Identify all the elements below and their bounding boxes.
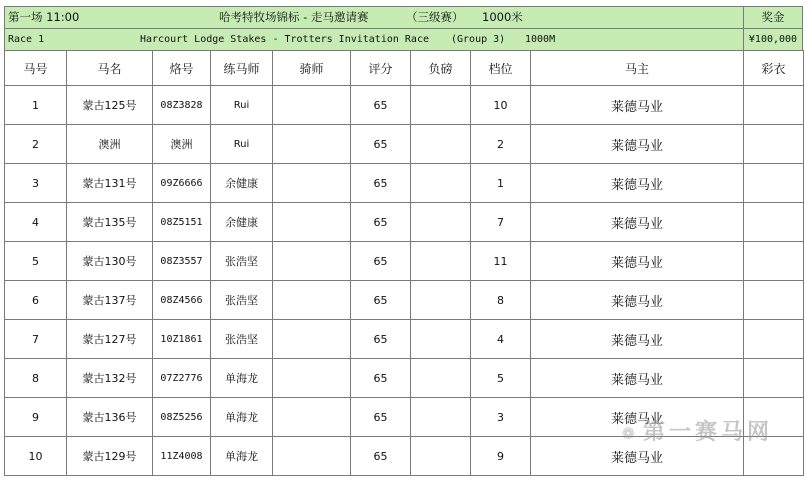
trainer-cell: 单海龙 bbox=[211, 359, 273, 398]
watermark bbox=[622, 415, 773, 446]
column-header: 评分 bbox=[351, 51, 411, 86]
weight-carried-cell bbox=[411, 320, 471, 359]
rating-cell: 65 bbox=[351, 437, 411, 476]
horse-name-cell: 蒙古135号 bbox=[67, 203, 153, 242]
owner-cell: 莱德马业 bbox=[531, 359, 744, 398]
brand-number-cell: 10Z1861 bbox=[153, 320, 211, 359]
silks-cell bbox=[744, 164, 804, 203]
brand-number-cell: 08Z5256 bbox=[153, 398, 211, 437]
trainer-cell: 张浩坚 bbox=[211, 320, 273, 359]
horse-number-cell: 1 bbox=[5, 86, 67, 125]
silks-cell bbox=[744, 125, 804, 164]
rating-cell: 65 bbox=[351, 281, 411, 320]
brand-number-cell: 09Z6666 bbox=[153, 164, 211, 203]
trainer-cell: 余健康 bbox=[211, 203, 273, 242]
race-card bbox=[4, 6, 803, 476]
weight-carried-cell bbox=[411, 398, 471, 437]
rating-cell: 65 bbox=[351, 86, 411, 125]
owner-cell: 莱德马业 bbox=[531, 86, 744, 125]
horse-name-cell: 蒙古127号 bbox=[67, 320, 153, 359]
table-row bbox=[5, 125, 804, 164]
draw-cell: 7 bbox=[471, 203, 531, 242]
weight-carried-cell bbox=[411, 164, 471, 203]
draw-cell: 11 bbox=[471, 242, 531, 281]
horse-name-cell: 澳洲 bbox=[67, 125, 153, 164]
table-row bbox=[5, 164, 804, 203]
owner-cell: 莱德马业 bbox=[531, 203, 744, 242]
owner-cell: 莱德马业 bbox=[531, 437, 744, 476]
table-header-row bbox=[5, 51, 804, 86]
brand-number-cell: 08Z3828 bbox=[153, 86, 211, 125]
trainer-cell: 余健康 bbox=[211, 164, 273, 203]
silks-cell bbox=[744, 86, 804, 125]
rating-cell: 65 bbox=[351, 242, 411, 281]
silks-cell bbox=[744, 320, 804, 359]
owner-cell: 莱德马业 bbox=[531, 164, 744, 203]
silks-cell bbox=[744, 203, 804, 242]
owner-cell: 莱德马业 bbox=[531, 125, 744, 164]
horse-name-cell: 蒙古125号 bbox=[67, 86, 153, 125]
weight-carried-cell bbox=[411, 125, 471, 164]
table-row bbox=[5, 203, 804, 242]
silks-cell bbox=[744, 359, 804, 398]
jockey-cell bbox=[273, 242, 351, 281]
race-number-time: 第一场 11:00 bbox=[8, 10, 80, 24]
watermark-text: 第一赛马网 bbox=[642, 420, 773, 445]
jockey-cell bbox=[273, 320, 351, 359]
race-name-cn: 哈考特牧场锦标 - 走马邀请赛 bbox=[219, 10, 369, 24]
trainer-cell: Rui bbox=[211, 86, 273, 125]
horse-number-cell: 6 bbox=[5, 281, 67, 320]
race-grade-en: (Group 3) bbox=[451, 34, 506, 45]
horse-number-cell: 10 bbox=[5, 437, 67, 476]
race-grade-cn: （三级赛） bbox=[406, 10, 464, 24]
trainer-cell: 单海龙 bbox=[211, 398, 273, 437]
brand-number-cell: 08Z3557 bbox=[153, 242, 211, 281]
draw-cell: 1 bbox=[471, 164, 531, 203]
draw-cell: 10 bbox=[471, 86, 531, 125]
table-row bbox=[5, 86, 804, 125]
column-header: 练马师 bbox=[211, 51, 273, 86]
trainer-cell: 张浩坚 bbox=[211, 281, 273, 320]
jockey-cell bbox=[273, 281, 351, 320]
draw-cell: 2 bbox=[471, 125, 531, 164]
weight-carried-cell bbox=[411, 281, 471, 320]
horse-name-cell: 蒙古130号 bbox=[67, 242, 153, 281]
wechat-icon: ❁ bbox=[621, 424, 639, 443]
race-name-en: Harcourt Lodge Stakes - Trotters Invitation Race bbox=[140, 34, 429, 45]
column-header: 负磅 bbox=[411, 51, 471, 86]
rating-cell: 65 bbox=[351, 164, 411, 203]
prize-value: ¥100,000 bbox=[748, 34, 798, 45]
draw-cell: 4 bbox=[471, 320, 531, 359]
column-header: 马号 bbox=[5, 51, 67, 86]
horse-number-cell: 8 bbox=[5, 359, 67, 398]
trainer-cell: 单海龙 bbox=[211, 437, 273, 476]
owner-cell: 莱德马业 bbox=[531, 398, 744, 437]
horse-number-cell: 9 bbox=[5, 398, 67, 437]
horse-number-cell: 2 bbox=[5, 125, 67, 164]
table-row bbox=[5, 281, 804, 320]
prize-label: 奖金 bbox=[761, 10, 785, 24]
brand-number-cell: 07Z2776 bbox=[153, 359, 211, 398]
trainer-cell: Rui bbox=[211, 125, 273, 164]
silks-cell bbox=[744, 281, 804, 320]
column-header: 骑师 bbox=[273, 51, 351, 86]
horse-name-cell: 蒙古137号 bbox=[67, 281, 153, 320]
horse-number-cell: 7 bbox=[5, 320, 67, 359]
owner-cell: 莱德马业 bbox=[531, 242, 744, 281]
brand-number-cell: 澳洲 bbox=[153, 125, 211, 164]
horse-name-cell: 蒙古131号 bbox=[67, 164, 153, 203]
horse-number-cell: 3 bbox=[5, 164, 67, 203]
rating-cell: 65 bbox=[351, 125, 411, 164]
weight-carried-cell bbox=[411, 203, 471, 242]
jockey-cell bbox=[273, 359, 351, 398]
race-distance-en: 1000M bbox=[525, 34, 556, 45]
rating-cell: 65 bbox=[351, 359, 411, 398]
brand-number-cell: 08Z4566 bbox=[153, 281, 211, 320]
race-distance-cn: 1000米 bbox=[482, 10, 523, 24]
trainer-cell: 张浩坚 bbox=[211, 242, 273, 281]
horse-name-cell: 蒙古129号 bbox=[67, 437, 153, 476]
weight-carried-cell bbox=[411, 359, 471, 398]
brand-number-cell: 11Z4008 bbox=[153, 437, 211, 476]
race-number-en: Race 1 bbox=[8, 34, 45, 45]
draw-cell: 8 bbox=[471, 281, 531, 320]
weight-carried-cell bbox=[411, 86, 471, 125]
jockey-cell bbox=[273, 86, 351, 125]
column-header: 彩衣 bbox=[744, 51, 804, 86]
owner-cell: 莱德马业 bbox=[531, 281, 744, 320]
jockey-cell bbox=[273, 437, 351, 476]
jockey-cell bbox=[273, 164, 351, 203]
draw-cell: 5 bbox=[471, 359, 531, 398]
rating-cell: 65 bbox=[351, 203, 411, 242]
rating-cell: 65 bbox=[351, 398, 411, 437]
draw-cell: 3 bbox=[471, 398, 531, 437]
column-header: 马名 bbox=[67, 51, 153, 86]
draw-cell: 9 bbox=[471, 437, 531, 476]
runners-table bbox=[4, 50, 804, 476]
horse-number-cell: 5 bbox=[5, 242, 67, 281]
jockey-cell bbox=[273, 125, 351, 164]
weight-carried-cell bbox=[411, 437, 471, 476]
column-header: 马主 bbox=[531, 51, 744, 86]
brand-number-cell: 08Z5151 bbox=[153, 203, 211, 242]
column-header: 烙号 bbox=[153, 51, 211, 86]
horse-name-cell: 蒙古136号 bbox=[67, 398, 153, 437]
jockey-cell bbox=[273, 398, 351, 437]
table-row bbox=[5, 320, 804, 359]
owner-cell: 莱德马业 bbox=[531, 320, 744, 359]
weight-carried-cell bbox=[411, 242, 471, 281]
column-header: 档位 bbox=[471, 51, 531, 86]
table-row bbox=[5, 242, 804, 281]
silks-cell bbox=[744, 242, 804, 281]
table-row bbox=[5, 359, 804, 398]
jockey-cell bbox=[273, 203, 351, 242]
horse-name-cell: 蒙古132号 bbox=[67, 359, 153, 398]
horse-number-cell: 4 bbox=[5, 203, 67, 242]
race-header-en bbox=[4, 28, 803, 50]
rating-cell: 65 bbox=[351, 320, 411, 359]
race-header-cn bbox=[4, 6, 803, 28]
